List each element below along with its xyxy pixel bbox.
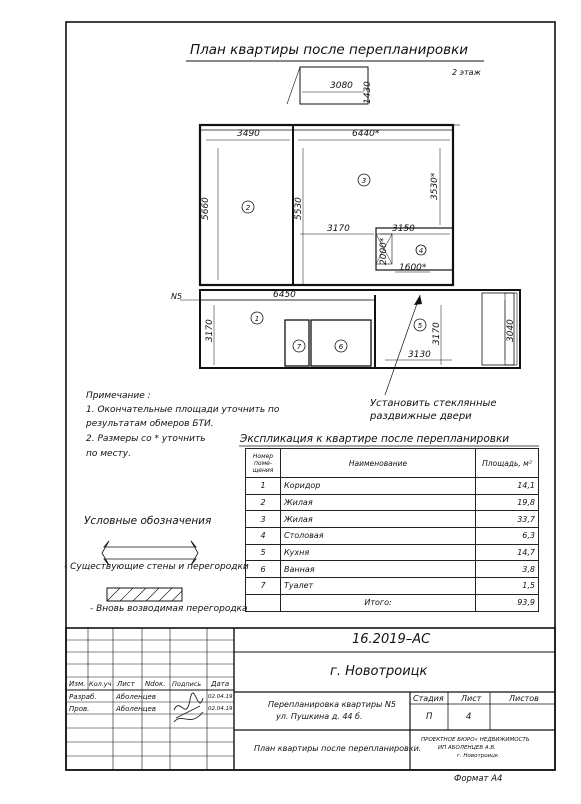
- row-name: Ванная: [281, 561, 476, 578]
- row-area: 33,7: [476, 511, 539, 528]
- total-value: 93,9: [476, 594, 539, 611]
- svg-text:3: 3: [361, 177, 367, 185]
- author-name: Аболенцев: [116, 705, 156, 713]
- floor-label: 2 этаж: [452, 68, 481, 77]
- row-area: 14,7: [476, 544, 539, 561]
- dim-3170-a: 3170: [327, 224, 350, 234]
- org-line: г. Новотроицк: [457, 753, 499, 759]
- plan-title: План квартиры после перепланировки: [190, 42, 469, 58]
- row-num: 6: [246, 561, 281, 578]
- row-area: 1,5: [476, 578, 539, 595]
- row-num: 1: [246, 478, 281, 495]
- dim-3130: 3130: [408, 350, 431, 360]
- row-num: 7: [246, 578, 281, 595]
- row-num: 2: [246, 494, 281, 511]
- dim-6450: 6450: [273, 290, 296, 300]
- col-header: Изм.: [69, 680, 86, 688]
- svg-text:5: 5: [417, 322, 423, 330]
- dim-5660: 5660: [201, 197, 211, 220]
- dim-6440: 6440*: [352, 129, 380, 139]
- col-header: Ndок.: [145, 680, 166, 688]
- explication-title: Экспликация к квартире после перепланировки: [240, 433, 510, 445]
- note-line: результатам обмеров БТИ.: [86, 419, 214, 429]
- floor-plan: [180, 61, 520, 395]
- date-value: 02.04.19: [208, 694, 233, 700]
- dim-1600: 1600*: [399, 263, 427, 273]
- row-name: Туалет: [281, 578, 476, 595]
- row-name: Коридор: [281, 478, 476, 495]
- sheet-title: План квартиры после перепланировки.: [254, 744, 422, 753]
- total-label: Итого:: [281, 594, 476, 611]
- dim-3170-b: 3170: [205, 319, 215, 342]
- svg-text:7: 7: [296, 343, 302, 351]
- dim-3530: 3530*: [430, 172, 440, 200]
- row-area: 19,8: [476, 494, 539, 511]
- format-label: Формат А4: [454, 774, 503, 784]
- table-row: [246, 511, 539, 528]
- col-header-area: Площадь, м²: [476, 449, 539, 478]
- legend-existing: - Существующие стены и перегородки: [64, 562, 249, 572]
- author-name: Аболенцев: [116, 693, 156, 701]
- col-header: Подпись: [172, 680, 202, 688]
- row-name: Жилая: [281, 494, 476, 511]
- org-line: ИП АБОЛЕНЦЕВ А.В.: [438, 745, 496, 751]
- dim-3150: 3150: [392, 224, 415, 234]
- col-header: Кол.уч: [89, 680, 112, 688]
- note-line: 2. Размеры со * уточнить: [86, 434, 206, 444]
- sheets-label: Листов: [509, 694, 539, 703]
- svg-text:1: 1: [254, 315, 260, 323]
- project-line: ул. Пушкина д. 44 б.: [276, 712, 363, 721]
- stage-value: П: [426, 712, 433, 722]
- stage-label: Стадия: [413, 694, 444, 703]
- svg-text:6: 6: [338, 343, 344, 351]
- row-area: 3,8: [476, 561, 539, 578]
- row-area: 6,3: [476, 528, 539, 545]
- city-label: г. Новотроицк: [330, 664, 428, 679]
- note-line: по месту.: [86, 449, 131, 459]
- row-name: Кухня: [281, 544, 476, 561]
- row-num: 4: [246, 528, 281, 545]
- row-name: Жилая: [281, 511, 476, 528]
- door-note: Установить стеклянные раздвижные двери: [370, 398, 497, 422]
- dim-3040: 3040: [506, 319, 516, 342]
- dim-2000: 2000*: [379, 237, 389, 265]
- project-line: Перепланировка квартиры N5: [268, 700, 396, 709]
- dim-1430: 1430: [363, 81, 373, 104]
- table-row: [246, 528, 539, 545]
- row-num: 5: [246, 544, 281, 561]
- org-line: ПРОЕКТНОЕ БЮРО« НЕДВИЖИМОСТЬ: [421, 737, 530, 743]
- role-label: Пров.: [69, 705, 90, 713]
- date-value: 02.04.19: [208, 706, 233, 712]
- legend-new: - Вновь возводимая перегородка: [90, 604, 248, 614]
- col-header: Лист: [117, 680, 135, 688]
- col-header-num: Номер поме- щения: [246, 449, 281, 478]
- axis-n5: N5: [171, 292, 183, 301]
- sheet-label: Лист: [461, 694, 482, 703]
- dim-3080: 3080: [330, 81, 353, 91]
- explication-table: [245, 448, 539, 612]
- note-line: 1. Окончательные площади уточнить по: [86, 405, 280, 415]
- col-header-name: Наименование: [281, 449, 476, 478]
- row-num: 3: [246, 511, 281, 528]
- svg-text:4: 4: [418, 247, 424, 255]
- table-total-row: [246, 594, 539, 611]
- col-header: Дата: [211, 680, 230, 688]
- room-numbers: [246, 177, 423, 351]
- dimension-labels: [171, 81, 516, 360]
- signature-marks: [174, 693, 203, 722]
- table-header-row: [246, 449, 539, 478]
- table-row: [246, 478, 539, 495]
- table-row: [246, 494, 539, 511]
- sheet-value: 4: [466, 712, 472, 722]
- table-row: [246, 544, 539, 561]
- table-row: [246, 578, 539, 595]
- legend-title: Условные обозначения: [84, 515, 212, 527]
- dim-3490: 3490: [237, 129, 260, 139]
- svg-text:2: 2: [245, 204, 251, 212]
- dim-3170-c: 3170: [432, 322, 442, 345]
- row-area: 14,1: [476, 478, 539, 495]
- dim-5530: 5530: [294, 197, 304, 220]
- note-title: Примечание :: [86, 391, 151, 401]
- project-code: 16.2019–АС: [352, 632, 431, 647]
- table-row: [246, 561, 539, 578]
- role-label: Разраб.: [69, 693, 97, 701]
- row-name: Столовая: [281, 528, 476, 545]
